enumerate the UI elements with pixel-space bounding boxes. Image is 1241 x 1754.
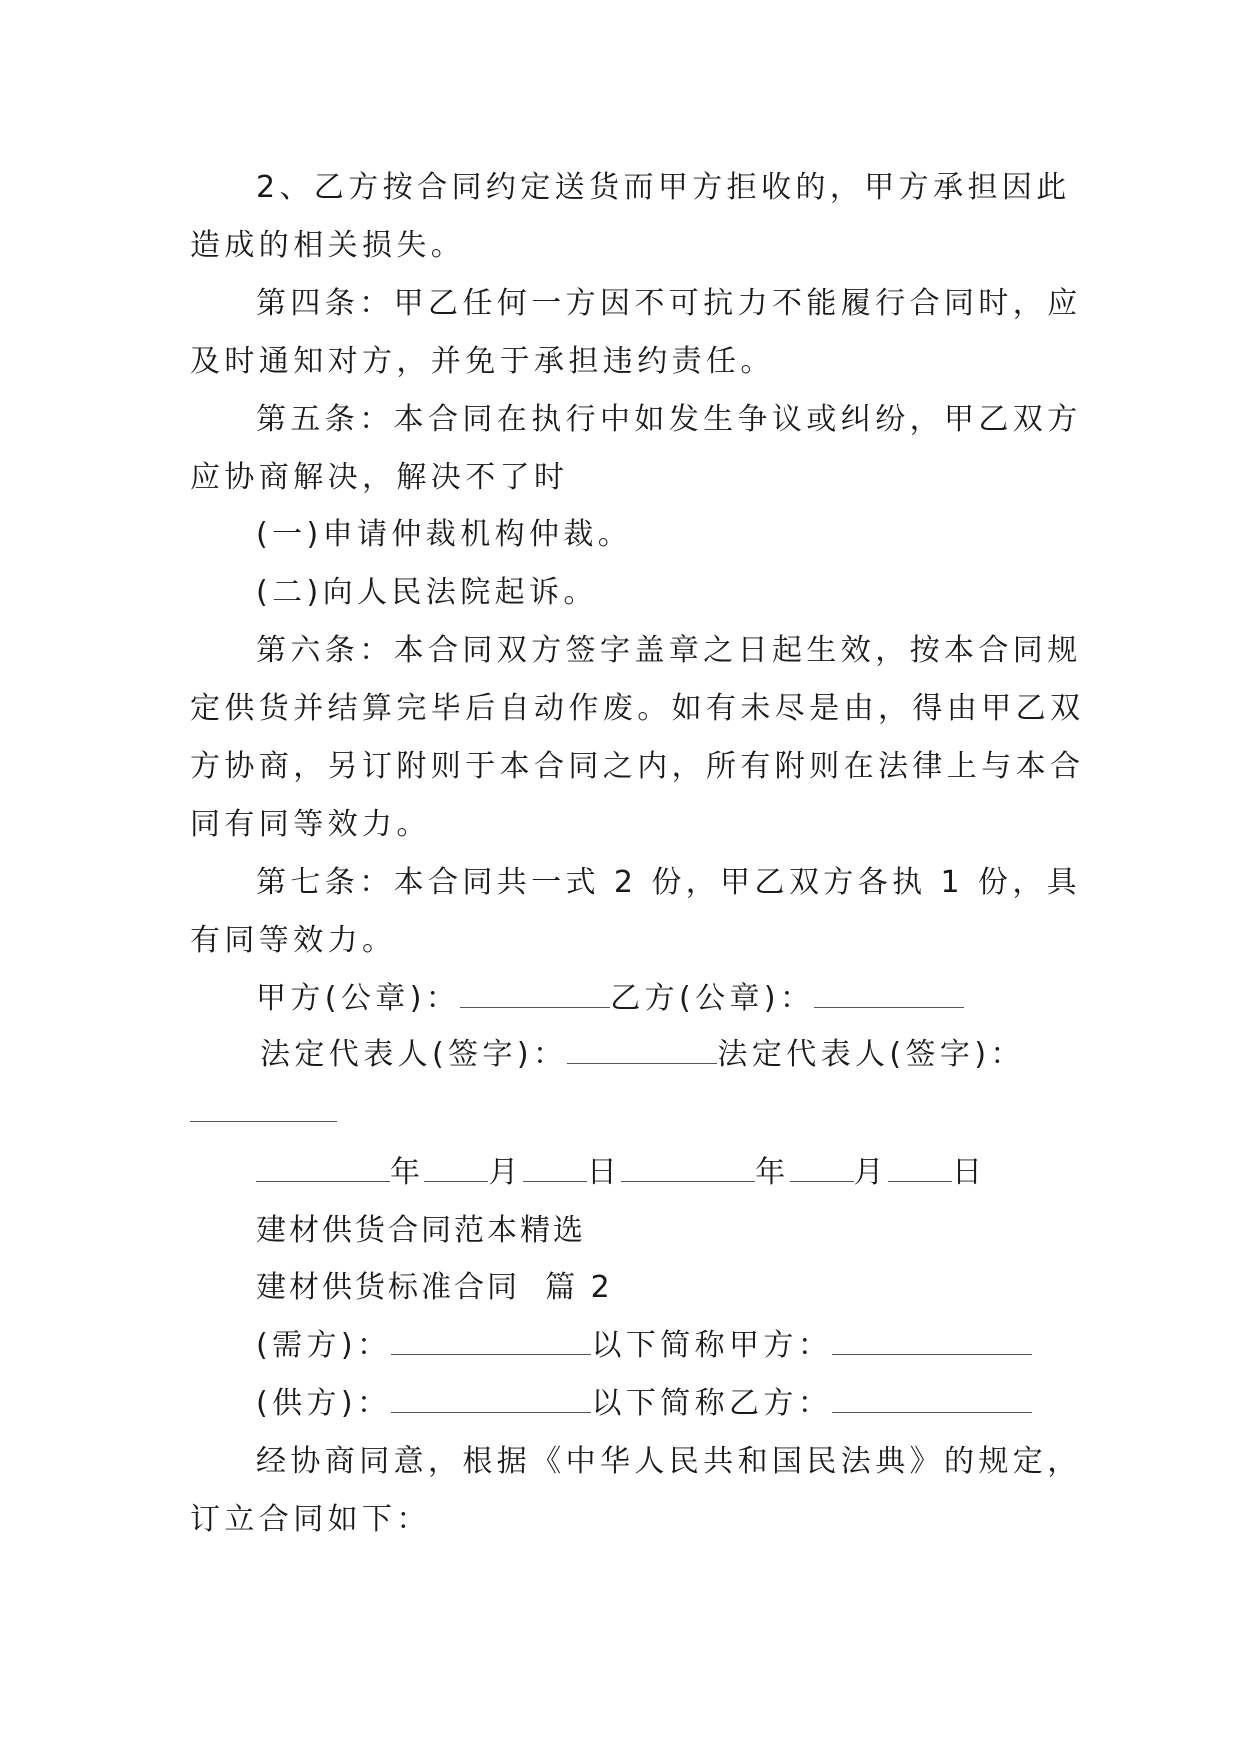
supplier-alias-blank[interactable]: [832, 1386, 1032, 1413]
section-title: 建材供货合同范本精选: [256, 1213, 586, 1248]
day-blank[interactable]: [523, 1155, 587, 1182]
party-a-seal-label: 甲方(公章)：: [256, 981, 461, 1016]
clause-6: 第六条：本合同双方签字盖章之日起生效，按本合同规: [256, 633, 1082, 668]
day-blank[interactable]: [888, 1155, 952, 1182]
year-label: 年: [755, 1155, 790, 1190]
clause-5: 第五条：本合同在执行中如发生争议或纠纷，甲乙双方: [256, 402, 1082, 437]
date-line: [256, 1153, 1241, 1193]
supplier-label: (供方)：: [256, 1386, 392, 1421]
year-blank[interactable]: [621, 1155, 755, 1182]
month-blank[interactable]: [790, 1155, 854, 1182]
buyer-line: [256, 1326, 1241, 1366]
buyer-blank[interactable]: [391, 1328, 591, 1355]
text-line: 造成的相关损失。: [190, 228, 466, 263]
text-line: 定供货并结算完毕后自动作废。如有未尽是由，得由甲乙双: [190, 691, 1085, 726]
month-label: 月: [488, 1155, 523, 1190]
party-seal-line: [256, 979, 1241, 1019]
supplier-alias-label: 以下简称乙方：: [591, 1386, 833, 1421]
text-line: 及时通知对方，并免于承担违约责任。: [190, 344, 775, 379]
option-2: (二)向人民法院起诉。: [256, 575, 598, 610]
party-b-seal-label: 乙方(公章)：: [610, 981, 815, 1016]
buyer-label: (需方)：: [256, 1328, 392, 1363]
text-line: 订立合同如下：: [190, 1502, 431, 1537]
buyer-alias-blank[interactable]: [832, 1328, 1032, 1355]
day-label: 日: [586, 1155, 622, 1190]
month-label: 月: [853, 1155, 889, 1190]
supplier-blank[interactable]: [391, 1386, 591, 1413]
rep-b-label: 法定代表人(签字)：: [717, 1037, 1025, 1072]
party-b-seal-blank[interactable]: [814, 981, 964, 1008]
contract-title: 建材供货标准合同 篇 2: [256, 1270, 613, 1305]
option-1: (一)申请仲裁机构仲裁。: [256, 517, 633, 552]
rep-b-blank[interactable]: [190, 1121, 337, 1122]
text-line: 经协商同意，根据《中华人民共和国民法典》的规定，: [256, 1444, 1082, 1479]
buyer-alias-label: 以下简称甲方：: [591, 1328, 833, 1363]
text-line: 方协商，另订附则于本合同之内，所有附则在法律上与本合: [190, 749, 1085, 784]
year-blank[interactable]: [256, 1155, 390, 1182]
month-blank[interactable]: [424, 1155, 488, 1182]
text-line: 同有同等效力。: [190, 807, 431, 842]
clause-4: 第四条：甲乙任何一方因不可抗力不能履行合同时，应: [256, 286, 1082, 321]
text-line: 有同等效力。: [190, 923, 397, 958]
year-label: 年: [390, 1155, 425, 1190]
rep-a-blank[interactable]: [567, 1037, 717, 1064]
supplier-line: [256, 1384, 1241, 1424]
rep-a-label: 法定代表人(签字)：: [260, 1037, 568, 1072]
day-label: 日: [952, 1155, 987, 1190]
clause-7: 第七条：本合同共一式 2 份，甲乙双方各执 1 份，具: [256, 865, 1082, 900]
party-a-seal-blank[interactable]: [460, 981, 610, 1008]
text-line: 应协商解决，解决不了时: [190, 460, 569, 495]
text-line: 2、乙方按合同约定送货而甲方拒收的，甲方承担因此: [256, 170, 1071, 205]
representative-line: [260, 1035, 1241, 1075]
